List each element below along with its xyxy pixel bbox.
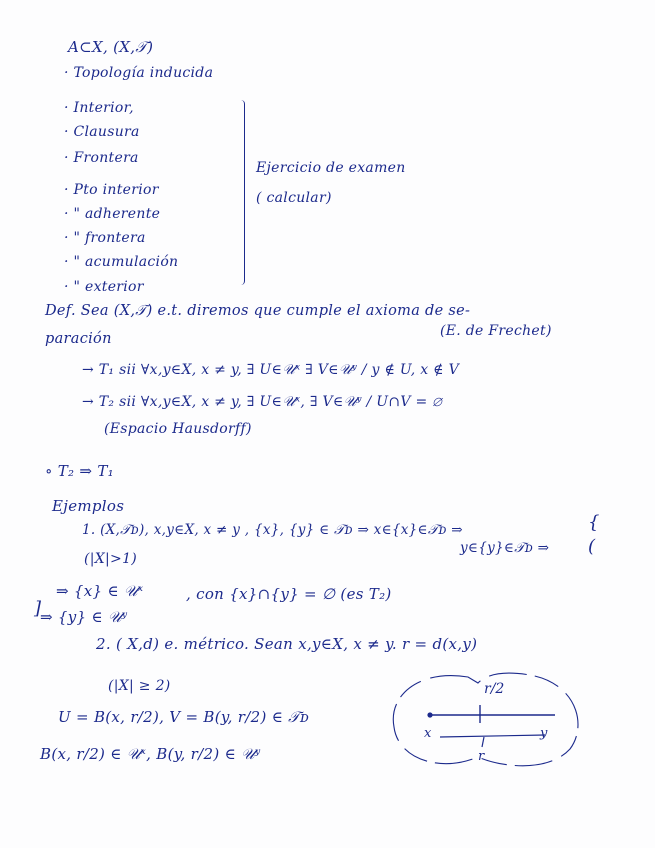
line-t2-implies-t1: ∘ T₂ ⇒ T₁	[45, 462, 114, 480]
label-x: x	[424, 726, 432, 741]
point-x	[427, 712, 432, 717]
line-examples: Ejemplos	[52, 497, 125, 515]
label-r-half: r/2	[484, 681, 505, 697]
line-balls-open: U = B(x, r/2), V = B(y, r/2) ∈ 𝒯ᴅ	[58, 708, 310, 726]
line-card-ge-2: (|X| ≥ 2)	[108, 678, 171, 694]
line-definition: Def. Sea (X,𝒯) e.t. diremos que cumple el axioma de se-	[45, 303, 471, 319]
left-bracket-mark: ]	[34, 598, 42, 619]
line-calculate: ( calcular)	[256, 190, 332, 206]
line-induced-topology: · Topología inducida	[64, 65, 214, 81]
right-bracket-mark: {	[588, 512, 600, 533]
line-hausdorff: (Espacio Hausdorff)	[104, 421, 252, 437]
line-adherent-point: · " adherente	[64, 206, 161, 222]
line-boundary: · Frontera	[64, 150, 139, 166]
line-interior-point: · Pto interior	[64, 182, 159, 198]
line-accumulation-point: · " acumulación	[64, 254, 179, 270]
line-separation: paración	[45, 331, 112, 347]
line-set-definition: A⊂X, (X,𝒯)	[68, 38, 154, 56]
line-example-2: 2. ( X,d) e. métrico. Sean x,y∈X, x ≠ y. r = d(x,y)	[96, 635, 478, 653]
line-y-neighborhood: ⇒ {y} ∈ 𝒰ʸ	[40, 608, 128, 626]
line-x-neighborhood: ⇒ {x} ∈ 𝒰ˣ	[56, 582, 144, 600]
line-intersection-empty: , con {x}∩{y} = ∅ (es T₂)	[186, 585, 392, 603]
curly-brace	[236, 100, 245, 285]
line-y-in-singleton: y∈{y}∈𝒯ᴅ ⇒	[460, 540, 550, 556]
line-t2-axiom: → T₂ sii ∀x,y∈X, x ≠ y, ∃ U∈𝒰ˣ, ∃ V∈𝒰ʸ / U∩V = ∅	[82, 394, 442, 410]
line-interior: · Interior,	[64, 100, 134, 116]
line-boundary-point: · " frontera	[64, 230, 146, 246]
line-exam-exercise: Ejercicio de examen	[256, 160, 406, 176]
line-card-gt-1: (|X|>1)	[84, 551, 138, 567]
line-example-1: 1. (X,𝒯ᴅ), x,y∈X, x ≠ y , {x}, {y} ∈ 𝒯ᴅ ⇒ x∈{x}∈𝒯ᴅ ⇒	[82, 522, 463, 538]
line-frechet: (E. de Frechet)	[440, 323, 552, 339]
label-y: y	[540, 726, 548, 741]
radius-brace	[440, 735, 545, 737]
radius-tick	[482, 737, 484, 747]
line-t1-axiom: → T₁ sii ∀x,y∈X, x ≠ y, ∃ U∈𝒰ˣ ∃ V∈𝒰ʸ / y ∉ U, x ∉ V	[82, 362, 459, 378]
right-bracket-mark-2: (	[588, 536, 596, 557]
line-exterior-point: · " exterior	[64, 279, 144, 295]
label-r: r	[478, 749, 485, 764]
metric-balls-diagram	[380, 665, 590, 785]
line-closure: · Clausura	[64, 124, 140, 140]
line-balls-neighborhoods: B(x, r/2) ∈ 𝒰ˣ, B(y, r/2) ∈ 𝒰ʸ	[40, 745, 261, 763]
